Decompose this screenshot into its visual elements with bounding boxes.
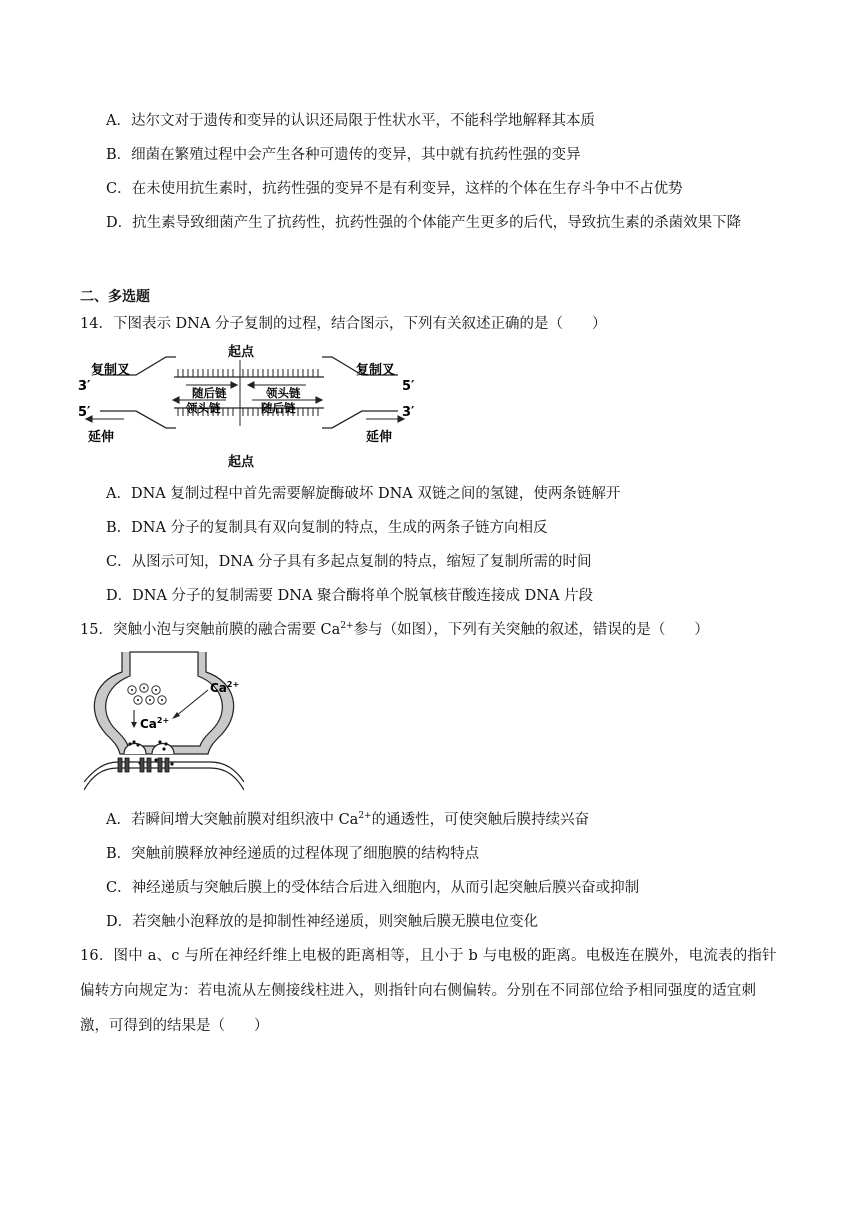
q13-option-a: A．达尔文对于遗传和变异的认识还局限于性状水平，不能科学地解释其本质 <box>106 113 595 129</box>
fork-left-label: 复制叉 <box>91 363 131 378</box>
leading-top-label: 领头链 <box>266 386 301 400</box>
leading-bottom-label: 领头链 <box>186 401 221 415</box>
q14-option-d: D．DNA 分子的复制需要 DNA 聚合酶将单个脱氧核苷酸连接成 DNA 片段 <box>106 588 594 604</box>
q16-stem-line-2: 偏转方向规定为：若电流从左侧接线柱进入，则指针向右侧偏转。分别在不同部位给予相同强度的适宜刺 <box>80 983 757 999</box>
end-top-right-label: 5′ <box>402 379 415 394</box>
q15-stem-text-end: 参与（如图），下列有关突触的叙述，错误的是（ ） <box>353 622 709 638</box>
q13-option-c: C．在未使用抗生素时，抗药性强的变异不是有利变异，这样的个体在生存斗争中不占优势 <box>106 181 683 197</box>
q15-option-b: B．突触前膜释放神经递质的过程体现了细胞膜的结构特点 <box>106 846 480 862</box>
q14-stem: 14．下图表示 DNA 分子复制的过程，结合图示，下列有关叙述正确的是（ ） <box>80 316 607 332</box>
q14-option-c: C．从图示可知，DNA 分子具有多起点复制的特点，缩短了复制所需的时间 <box>106 554 592 570</box>
origin-bottom-label: 起点 <box>228 455 255 470</box>
fork-right-label: 复制叉 <box>356 363 396 378</box>
q15-option-a <box>106 810 589 830</box>
q16-stem-line-1: 16．图中 a、c 与所在神经纤维上电极的距离相等，且小于 b 与电极的距离。电极连在膜外，电流表的指针 <box>80 948 777 964</box>
end-top-left-label: 3′ <box>78 379 91 394</box>
dna-replication-figure <box>76 344 422 472</box>
q15-stem-text: 15．突触小泡与突触前膜的融合需要 Ca <box>80 622 341 638</box>
q15-option-a-text: A．若瞬间增大突触前膜对组织液中 Ca <box>106 812 359 828</box>
q15-stem <box>80 620 709 640</box>
q13-option-b: B．细菌在繁殖过程中会产生各种可遗传的变异，其中就有抗药性强的变异 <box>106 147 581 163</box>
q14-option-b: B．DNA 分子的复制具有双向复制的特点，生成的两条子链方向相反 <box>106 520 548 536</box>
ca-ion-outer-label: $Ca^{2+}$ <box>210 680 240 695</box>
q15-option-a-text-end: 的通透性，可使突触后膜持续兴奋 <box>371 812 590 828</box>
ca-ion-inner-label: $Ca^{2+}$ <box>140 716 170 731</box>
section-heading: 二、多选题 <box>80 289 150 305</box>
q15-option-a-superscript: 2+ <box>358 811 372 822</box>
q15-option-c: C．神经递质与突触后膜上的受体结合后进入细胞内，从而引起突触后膜兴奋或抑制 <box>106 880 640 896</box>
end-bottom-right-label: 3′ <box>402 405 415 420</box>
lagging-top-label: 随后链 <box>192 386 227 400</box>
q13-option-d: D．抗生素导致细菌产生了抗药性，抗药性强的个体能产生更多的后代，导致抗生素的杀菌效果下降 <box>106 215 742 231</box>
q15-option-d: D．若突触小泡释放的是抑制性神经递质，则突触后膜无膜电位变化 <box>106 914 539 930</box>
extend-right-label: 延伸 <box>366 430 393 445</box>
lagging-bottom-label: 随后链 <box>261 401 296 415</box>
synapse-figure <box>84 650 244 792</box>
q14-option-a: A．DNA 复制过程中首先需要解旋酶破坏 DNA 双链之间的氢键，使两条链解开 <box>106 486 621 502</box>
q15-stem-superscript: 2+ <box>340 621 354 632</box>
origin-top-label: 起点 <box>228 345 255 360</box>
extend-left-label: 延伸 <box>88 430 115 445</box>
q16-stem-line-3: 激，可得到的结果是（ ） <box>80 1018 269 1034</box>
end-bottom-left-label: 5′ <box>78 405 91 420</box>
